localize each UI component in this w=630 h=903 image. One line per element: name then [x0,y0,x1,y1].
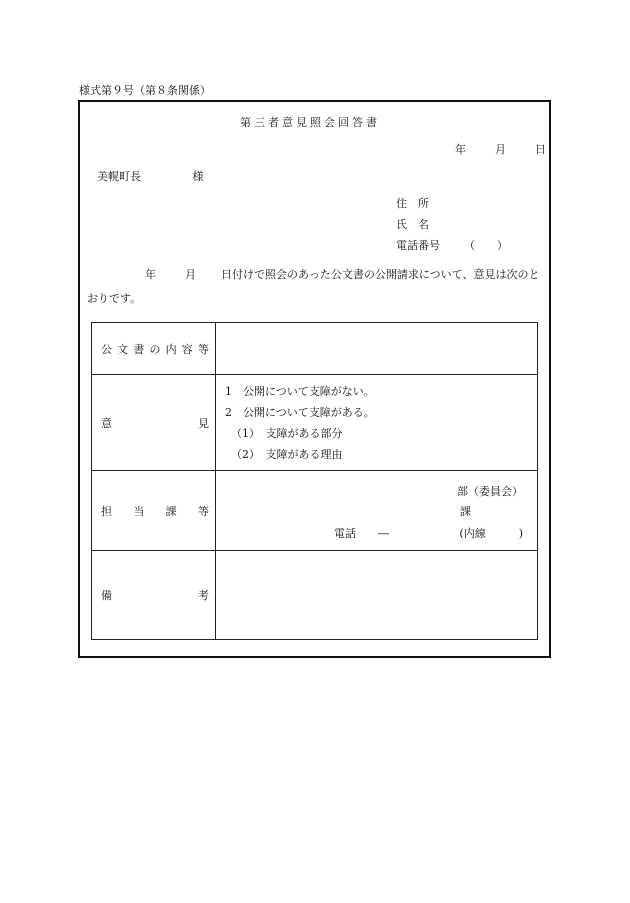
table-row [92,551,538,640]
body-paragraph [87,263,547,311]
opinion-subitem: （1） 支障がある部分 [231,426,343,440]
form-title: 第三者意見照会回答書 [240,116,380,129]
body-year: 年 [145,268,156,281]
row-label-opinion: 意 見 [92,375,216,471]
table-row [92,323,538,375]
sender-name-label: 氏 名 [396,218,429,231]
remarks-input-cell[interactable] [216,551,538,640]
response-table [91,322,538,640]
department-label: 部（委員会） [457,485,523,498]
addressee [97,168,204,184]
body-text: 日付けで照会のあった公文書の公開請求について、意見は次のとおりです。 [87,268,540,305]
opinion-subitem: （2） 支障がある理由 [231,447,343,461]
opinion-cell[interactable] [216,375,538,471]
sender-address-label: 住 所 [396,197,429,210]
date-year: 年 [455,143,466,156]
opinion-item: 2 公開について支障がある。 [225,405,375,419]
opinion-item: 1 公開について支障がない。 [225,384,375,398]
body-month: 月 [185,268,196,281]
sender-phone-parens: （ ） [464,239,508,252]
row-label-department: 担 当 課 等 [92,471,216,551]
section-label: 課 [460,505,471,518]
addressee-honorific: 様 [192,170,204,183]
sender-phone-label: 電話番号 [396,239,440,252]
department-cell[interactable] [216,471,538,551]
table-row [92,375,538,471]
date-day: 日 [535,143,546,156]
addressee-name: 美幌町長 [97,170,141,183]
form-number-label: 様式第９号（第８条関係） [79,84,211,97]
row-label-contents: 公 文 書 の 内 容 等 [92,323,216,375]
extension-label: (内線 ) [459,527,523,540]
row-label-remarks: 備 考 [92,551,216,640]
contents-input-cell[interactable] [216,323,538,375]
reply-date [455,141,546,157]
table-row [92,471,538,551]
date-month: 月 [495,143,506,156]
department-phone-label: 電話 ― [334,527,389,540]
